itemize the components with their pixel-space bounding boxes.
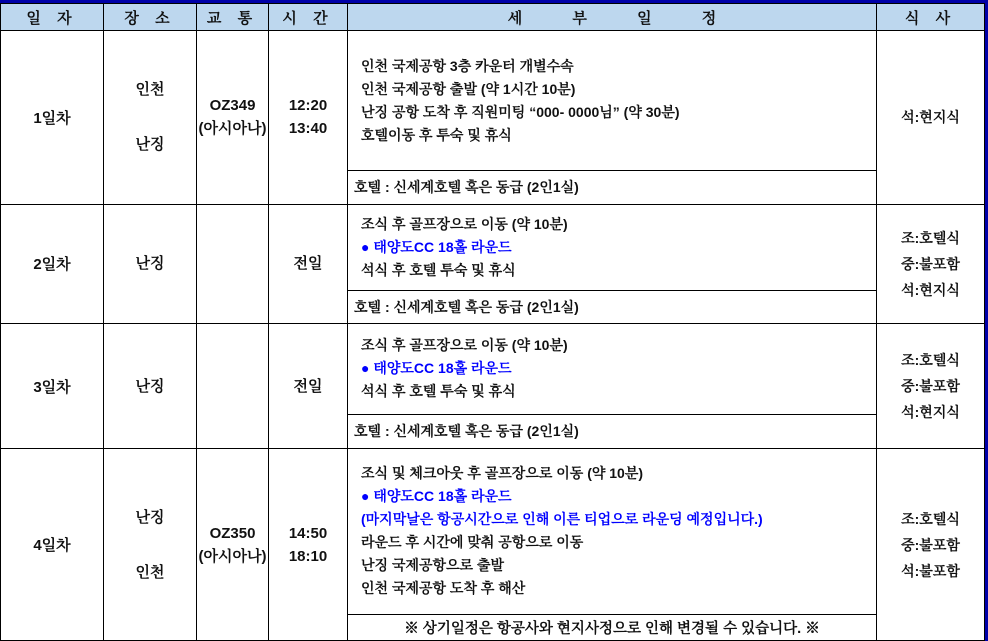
time-allday: 전일 xyxy=(293,377,323,395)
day-cell: 3일차 xyxy=(1,324,104,449)
airline-name: (아시아나) xyxy=(198,547,267,565)
flight-number: OZ350 xyxy=(209,524,256,542)
header-row xyxy=(1,4,985,31)
detail-line: 인천 국제공항 출발 (약 1시간 10분) xyxy=(361,80,576,97)
detail-line: 라운드 후 시간에 맞춰 공항으로 이동 xyxy=(361,534,584,551)
day-cell: 2일차 xyxy=(1,204,104,324)
meal-line: 조:호텔식 xyxy=(901,510,960,527)
place-line: 인천 xyxy=(135,81,165,99)
place-line: 난징 xyxy=(135,255,165,273)
meal-cell xyxy=(877,449,985,641)
col-header-day: 일 자 xyxy=(1,4,104,31)
transport-cell xyxy=(197,324,269,449)
table-row-day4 xyxy=(1,449,985,614)
place-line: 난징 xyxy=(135,377,165,395)
footer-note: ※ 상기일정은 항공사와 현지사정으로 인해 변경될 수 있습니다. ※ xyxy=(348,614,877,640)
hotel-cell: 호텔 : 신세계호텔 혹은 동급 (2인1실) xyxy=(348,171,877,204)
day-cell: 1일차 xyxy=(1,31,104,205)
col-header-time: 시 간 xyxy=(269,4,348,31)
detail-line: 난징 국제공항으로 출발 xyxy=(361,557,505,574)
time-cell xyxy=(269,204,348,324)
meal-line: 중:불포함 xyxy=(901,378,960,395)
detail-line: 인천 국제공항 3층 카운터 개별수속 xyxy=(361,57,574,74)
meal-cell xyxy=(877,324,985,449)
place-cell xyxy=(104,324,197,449)
airline-name: (아시아나) xyxy=(198,120,267,138)
meal-line: 석:현지식 xyxy=(901,281,960,298)
place-cell xyxy=(104,204,197,324)
time-cell xyxy=(269,324,348,449)
place-line: 난징 xyxy=(135,136,165,154)
table-row-day1 xyxy=(1,31,985,171)
meal-cell xyxy=(877,31,985,205)
golf-round-line: ● 태양도CC 18홀 라운드 xyxy=(361,488,512,505)
time-cell xyxy=(269,449,348,641)
detail-cell xyxy=(348,449,877,614)
place-line: 난징 xyxy=(135,508,165,526)
detail-line: 호텔이동 후 투숙 및 휴식 xyxy=(361,126,512,143)
meal-cell xyxy=(877,204,985,324)
hotel-cell: 호텔 : 신세계호텔 혹은 동급 (2인1실) xyxy=(348,414,877,449)
detail-line: 조식 및 체크아웃 후 골프장으로 이동 (약 10분) xyxy=(361,465,644,482)
detail-line: 난징 공항 도착 후 직원미팅 “000- 0000님” (약 30분) xyxy=(361,103,680,120)
departure-time: 12:20 xyxy=(288,97,328,115)
place-line: 인천 xyxy=(135,563,165,581)
departure-time: 14:50 xyxy=(288,524,328,542)
arrival-time: 13:40 xyxy=(288,120,328,138)
flight-number: OZ349 xyxy=(209,97,256,115)
col-header-meal: 식 사 xyxy=(877,4,985,31)
meal-line: 중:불포함 xyxy=(901,536,960,553)
time-allday: 전일 xyxy=(293,255,323,273)
early-teeup-note: (마지막날은 항공시간으로 인해 이른 티업으로 라운딩 예정입니다.) xyxy=(361,511,763,528)
itinerary-table xyxy=(0,3,985,641)
golf-round-line: ● 태양도CC 18홀 라운드 xyxy=(361,360,512,377)
transport-cell xyxy=(197,449,269,641)
col-header-place: 장 소 xyxy=(104,4,197,31)
col-header-detail: 세 부 일 정 xyxy=(348,4,877,31)
detail-cell xyxy=(348,204,877,290)
meal-line: 조:호텔식 xyxy=(901,229,960,246)
detail-line: 조식 후 골프장으로 이동 (약 10분) xyxy=(361,215,568,232)
meal-line: 조:호텔식 xyxy=(901,352,960,369)
day-cell: 4일차 xyxy=(1,449,104,641)
time-cell xyxy=(269,31,348,205)
meal-line: 중:불포함 xyxy=(901,255,960,272)
table-row-day2 xyxy=(1,204,985,290)
detail-line: 석식 후 호텔 투숙 및 휴식 xyxy=(361,383,516,400)
place-cell xyxy=(104,31,197,205)
detail-line: 조식 후 골프장으로 이동 (약 10분) xyxy=(361,337,568,354)
detail-line: 석식 후 호텔 투숙 및 휴식 xyxy=(361,261,516,278)
arrival-time: 18:10 xyxy=(288,547,328,565)
detail-cell xyxy=(348,324,877,414)
meal-line: 석:현지식 xyxy=(901,404,960,421)
place-cell xyxy=(104,449,197,641)
col-header-transport: 교 통 xyxy=(197,4,269,31)
golf-round-line: ● 태양도CC 18홀 라운드 xyxy=(361,238,512,255)
detail-cell xyxy=(348,31,877,171)
meal-line: 석:불포함 xyxy=(901,562,960,579)
transport-cell xyxy=(197,204,269,324)
transport-cell xyxy=(197,31,269,205)
detail-line: 인천 국제공항 도착 후 해산 xyxy=(361,580,526,597)
meal-line: 석:현지식 xyxy=(901,109,960,126)
table-row-day3 xyxy=(1,324,985,414)
hotel-cell: 호텔 : 신세계호텔 혹은 동급 (2인1실) xyxy=(348,290,877,323)
